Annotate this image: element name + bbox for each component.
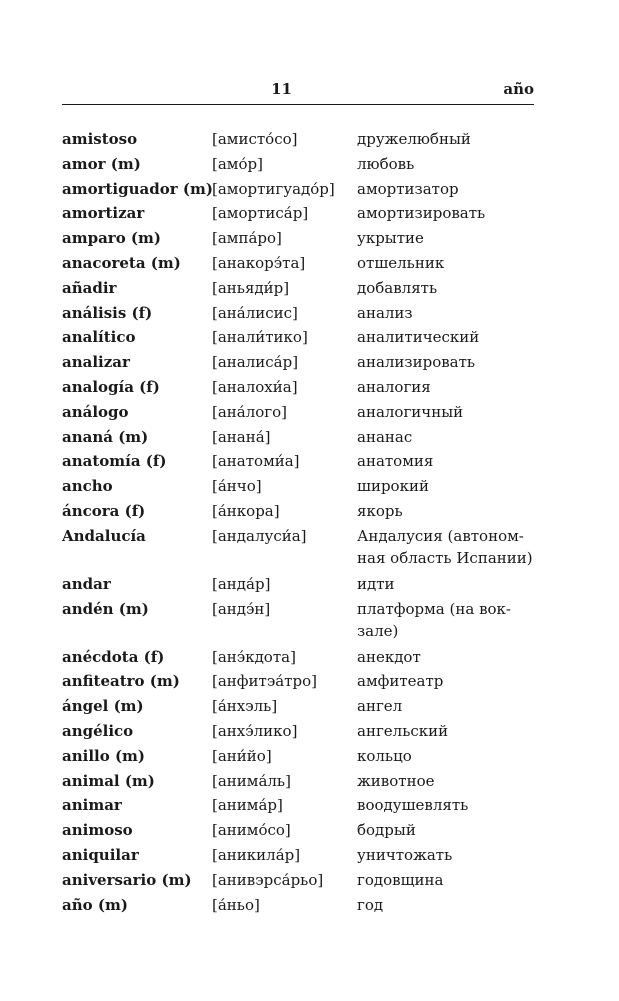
dictionary-entry [62,127,534,152]
entry-translation [357,226,534,251]
dictionary-entry [62,744,534,769]
entry-translation [357,843,534,868]
dictionary-entry [62,524,534,572]
entry-term: ángel (m) [62,697,144,716]
entry-term: amistoso [62,130,138,148]
dictionary-entry [62,177,534,202]
dictionary-entry [62,325,534,350]
entry-term: ancho [62,477,113,496]
entry-pronunciation: [аналиса́р] [212,353,299,372]
dictionary-entry [62,301,534,326]
entry-pronunciation: [а́нчо] [212,477,262,496]
entry-translation [357,524,534,570]
entry-translation [357,572,534,597]
entry-pronunciation: [амо́р] [212,154,263,173]
entry-translation [357,893,534,918]
entry-pronunciation: [анфитэа́тро] [212,672,317,691]
dictionary-entry [62,152,534,177]
dictionary-entry [62,201,534,226]
entry-translation [357,818,534,843]
translation-line: амфитеатр [357,672,444,691]
dictionary-entry [62,572,534,597]
entry-pronunciation: [ана́лого] [212,402,288,421]
entry-translation [357,694,534,719]
entry-translation [357,177,534,202]
entry-pronunciation: [аньяди́р] [212,278,290,297]
entry-pronunciation: [андалуси́а] [212,526,307,545]
entry-term: aniquilar [62,845,139,864]
dictionary-entry [62,868,534,893]
page-header [62,78,534,105]
dictionary-entry [62,694,534,719]
entry-translation [357,201,534,226]
translation-line: любовь [357,154,415,173]
entry-pronunciation: [анима́р] [212,796,283,815]
translation-line: бодрый [357,821,416,840]
entry-translation [357,251,534,276]
dictionary-entry [62,251,534,276]
entry-term: andar [62,574,111,593]
entry-pronunciation: [анана́] [212,427,271,446]
translation-line: платформа (на вок- [357,599,511,618]
entry-term: analizar [62,353,130,372]
dictionary-entry [62,719,534,744]
entry-term: anécdota (f) [62,647,165,666]
dictionary-entry [62,276,534,301]
dictionary-entry [62,645,534,670]
translation-line: анекдот [357,647,421,666]
dictionary-entry [62,375,534,400]
dictionary-entries [62,127,534,917]
entry-translation [357,301,534,326]
entry-pronunciation: [анатоми́а] [212,452,300,471]
running-head: año [503,80,534,98]
entry-term: áncora (f) [62,501,146,520]
dictionary-entry [62,597,534,645]
entry-pronunciation: [анимо́со] [212,821,291,840]
translation-line: ангельский [357,721,449,740]
entry-translation [357,350,534,375]
translation-line: добавлять [357,278,438,297]
entry-term: animar [62,796,122,815]
entry-term: analogía (f) [62,377,160,396]
entry-term: anatomía (f) [62,452,167,471]
entry-translation [357,449,534,474]
translation-line: ная область Испании) [357,549,533,568]
entry-translation [357,400,534,425]
entry-translation [357,744,534,769]
entry-term: amortiguador (m) [62,179,213,198]
entry-pronunciation: [анали́тико] [212,328,308,347]
dictionary-entry [62,226,534,251]
dictionary-entry [62,843,534,868]
entry-pronunciation: [ани́йо] [212,746,272,765]
entry-term: análogo [62,402,129,421]
entry-translation [357,375,534,400]
dictionary-entry [62,425,534,450]
translation-line: аналитический [357,328,480,347]
entry-pronunciation: [анивэрса́рьо] [212,870,324,889]
dictionary-entry [62,449,534,474]
dictionary-entry [62,350,534,375]
translation-line: дружелюбный [357,130,471,148]
entry-translation [357,325,534,350]
entry-translation [357,425,534,450]
translation-line: кольцо [357,746,412,765]
entry-translation [357,474,534,499]
translation-line: отшельник [357,253,445,272]
entry-translation [357,868,534,893]
entry-term: aniversario (m) [62,870,192,889]
translation-line: аналогичный [357,402,464,421]
entry-translation [357,152,534,177]
dictionary-entry [62,893,534,918]
entry-term: análisis (f) [62,303,153,322]
translation-line: Андалусия (автоном- [357,526,524,545]
entry-term: Andalucía [62,526,146,545]
dictionary-entry [62,474,534,499]
entry-pronunciation: [анда́р] [212,574,271,593]
entry-pronunciation: [аникила́р] [212,845,301,864]
dictionary-entry [62,769,534,794]
entry-pronunciation: [аналохи́а] [212,377,298,396]
entry-translation [357,127,534,152]
translation-line: анализ [357,303,413,322]
translation-line: амортизировать [357,204,486,223]
translation-line: широкий [357,477,429,496]
entry-pronunciation: [ана́лисис] [212,303,298,322]
entry-translation [357,645,534,670]
translation-line: анатомия [357,452,434,471]
entry-pronunciation: [анакорэ́та] [212,253,306,272]
translation-line: ананас [357,427,413,446]
entry-translation [357,769,534,794]
translation-line: анализировать [357,353,476,372]
entry-term: año (m) [62,895,128,914]
translation-line: годовщина [357,870,444,889]
dictionary-entry [62,818,534,843]
entry-translation [357,276,534,301]
page-number: 11 [271,80,292,98]
entry-translation [357,597,534,643]
entry-pronunciation: [амортигуадо́р] [212,179,335,198]
entry-term: animoso [62,821,133,840]
translation-line: год [357,895,384,914]
entry-term: angélico [62,721,134,740]
entry-pronunciation: [анэ́кдота] [212,647,296,666]
dictionary-entry [62,499,534,524]
entry-translation [357,793,534,818]
entry-translation [357,719,534,744]
entry-term: amor (m) [62,154,141,173]
translation-line: ангел [357,697,403,716]
dictionary-entry [62,669,534,694]
translation-line: идти [357,574,395,593]
dictionary-entry [62,793,534,818]
translation-line: животное [357,771,435,790]
entry-pronunciation: [анима́ль] [212,771,291,790]
translation-line: зале) [357,622,399,641]
entry-pronunciation: [андэ́н] [212,599,271,618]
entry-term: andén (m) [62,599,149,618]
entry-term: anacoreta (m) [62,253,181,272]
entry-term: analítico [62,328,136,347]
dictionary-entry [62,400,534,425]
translation-line: воодушевлять [357,796,469,815]
entry-pronunciation: [а́нхэль] [212,697,278,716]
entry-pronunciation: [амисто́со] [212,130,298,148]
entry-term: amortizar [62,204,145,223]
translation-line: амортизатор [357,179,459,198]
entry-term: animal (m) [62,771,155,790]
translation-line: якорь [357,501,403,520]
translation-line: уничтожать [357,845,453,864]
entry-term: ananá (m) [62,427,149,446]
entry-pronunciation: [амортиса́р] [212,204,309,223]
entry-pronunciation: [ампа́ро] [212,229,282,248]
translation-line: аналогия [357,377,431,396]
entry-translation [357,499,534,524]
entry-translation [357,669,534,694]
entry-term: anillo (m) [62,746,146,765]
entry-term: añadir [62,278,117,297]
entry-pronunciation: [а́ньо] [212,895,260,914]
translation-line: укрытие [357,229,424,248]
entry-term: anfiteatro (m) [62,672,180,691]
entry-pronunciation: [анхэ́лико] [212,721,298,740]
entry-term: amparo (m) [62,229,161,248]
entry-pronunciation: [а́нкора] [212,501,280,520]
